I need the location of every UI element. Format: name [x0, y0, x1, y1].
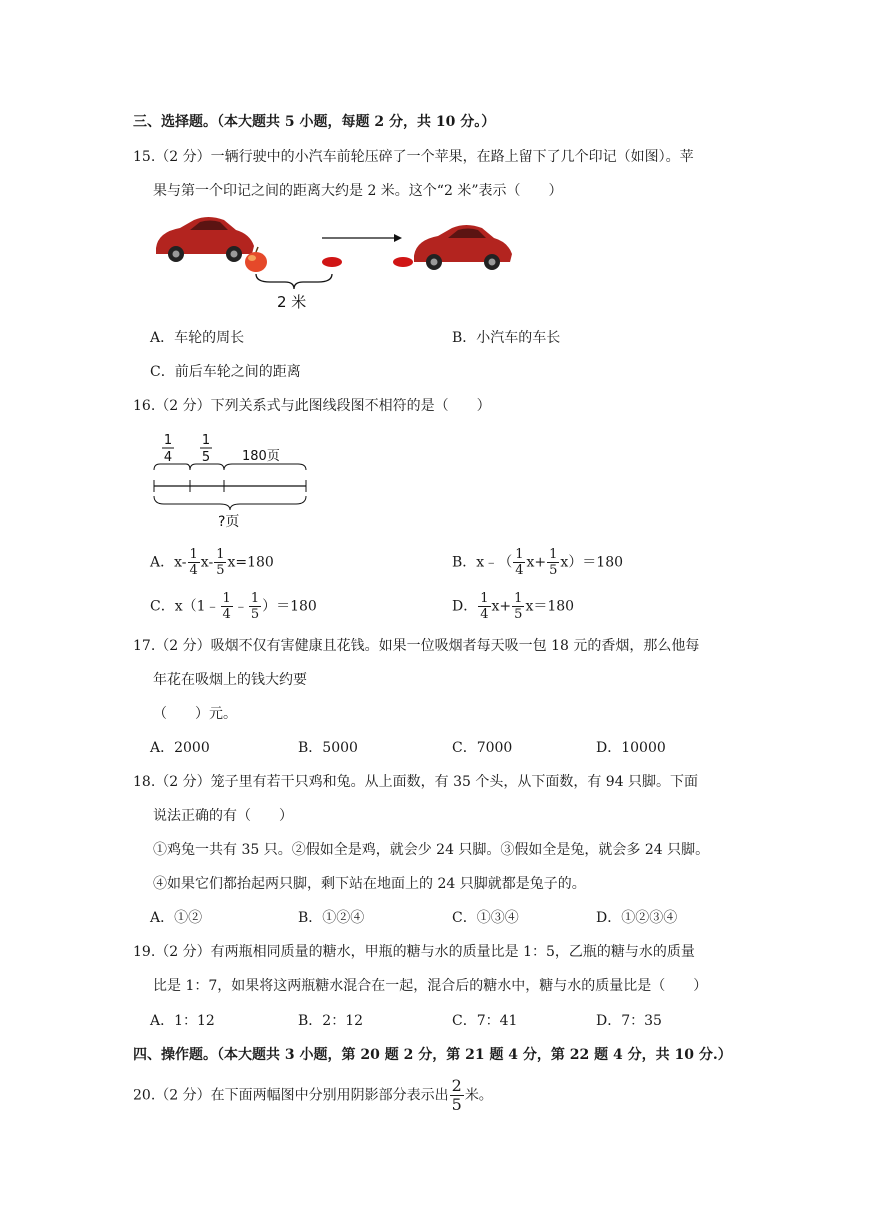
- q15-option-a[interactable]: A．车轮的周长: [150, 330, 245, 346]
- frac-one-quarter: $\frac{1}{4}$: [189, 547, 198, 578]
- section-heading: 四、操作题。（本大题共 3 小题，第 20 题 2 分，第 21 题 4 分，第 22 题 4 分，共 10 分.）: [133, 1047, 732, 1063]
- question-18-line-4: ④如果它们都抬起两只脚，剩下站在地面上的 24 只脚就都是兔子的。: [153, 876, 586, 892]
- frac-one-quarter: $\frac{1}{4}$: [222, 591, 231, 622]
- question-20-line-1: 20.（2 分）在下面两幅图中分别用阴影部分表示出 $\frac{2}{5}$ 米。: [133, 1076, 493, 1114]
- q15-option-b[interactable]: B．小汽车的车长: [452, 330, 561, 346]
- q19-option-a[interactable]: A．1：12: [150, 1013, 215, 1029]
- distance-label: 2 米: [277, 293, 307, 311]
- question-17-line-3: （ ）元。: [153, 706, 237, 722]
- brace-total: [154, 496, 306, 510]
- second-mark-icon: [393, 257, 413, 267]
- diagram-seg3-label: 180页: [242, 449, 280, 464]
- q16-option-d-prefix: D．: [452, 598, 478, 615]
- question-17-line-1: 17.（2 分）吸烟不仅有害健康且花钱。如果一位吸烟者每天吸一包 18 元的香烟，那么他每: [133, 638, 700, 654]
- q18-option-c[interactable]: C．①③④: [452, 910, 519, 926]
- q17-option-c[interactable]: C．7000: [452, 740, 513, 756]
- frac-one-quarter: $\frac{1}{4}$: [515, 547, 524, 578]
- q19-option-b[interactable]: B．2：12: [298, 1013, 364, 1029]
- diagram-frac1-den: 4: [163, 450, 173, 465]
- diagram-frac2-num: 1: [201, 433, 211, 448]
- question-17-line-2: 年花在吸烟上的钱大约要: [153, 672, 307, 688]
- question-19-line-2: 比是 1：7，如果将这两瓶糖水混合在一起，混合后的糖水中，糖与水的质量比是（ ）: [153, 978, 708, 994]
- q16-option-c-prefix: C．: [150, 598, 175, 615]
- q19-option-c[interactable]: C．7：41: [452, 1013, 518, 1029]
- question-18-line-1: 18.（2 分）笼子里有若干只鸡和兔。从上面数，有 35 个头，从下面数，有 94 只脚。下面: [133, 774, 699, 790]
- q16-option-d[interactable]: D． $\frac{1}{4}$ x+ $\frac{1}{5}$ x＝180: [452, 591, 575, 622]
- q19-option-d[interactable]: D．7：35: [596, 1013, 662, 1029]
- question-15-line-1: 15.（2 分）一辆行驶中的小汽车前轮压碎了一个苹果，在路上留下了几个印记（如图）。苹: [133, 149, 694, 165]
- first-mark-icon: [322, 257, 342, 267]
- q16-option-b[interactable]: B．x﹣（ $\frac{1}{4}$ x+ $\frac{1}{5}$ x）＝180: [452, 547, 624, 578]
- question-16-line-1: 16.（2 分）下列关系式与此图线段图不相符的是（ ）: [133, 398, 491, 414]
- q16-option-a-prefix: A．: [150, 554, 175, 571]
- q18-option-a[interactable]: A．①②: [150, 910, 203, 926]
- diagram-total-label: ?页: [218, 514, 240, 530]
- q17-option-b[interactable]: B．5000: [298, 740, 358, 756]
- brace-seg3: [224, 464, 306, 470]
- q18-option-b[interactable]: B．①②④: [298, 910, 365, 926]
- q16-option-b-prefix: B．: [452, 554, 477, 571]
- question-19-line-1: 19.（2 分）有两瓶相同质量的糖水，甲瓶的糖与水的质量比是 1：5，乙瓶的糖与水的质量: [133, 944, 695, 960]
- q18-option-d[interactable]: D．①②③④: [596, 910, 678, 926]
- line-segment-diagram: [148, 428, 318, 532]
- diagram-frac1-num: 1: [163, 433, 173, 448]
- frac-one-fifth: $\frac{1}{5}$: [216, 547, 225, 578]
- car-apple-figure: [150, 212, 520, 312]
- question-18-line-3: ①鸡兔一共有 35 只。②假如全是鸡，就会少 24 只脚。③假如全是兔，就会多 24 只脚。: [153, 842, 710, 858]
- q15-option-c[interactable]: C．前后车轮之间的距离: [150, 364, 301, 380]
- section-heading: 三、选择题。（本大题共 5 小题，每题 2 分，共 10 分。）: [133, 114, 496, 130]
- direction-arrow-icon: [322, 234, 402, 242]
- frac-two-fifths: $\frac{2}{5}$: [451, 1076, 462, 1114]
- left-car-icon: [156, 217, 254, 262]
- diagram-frac2-den: 5: [201, 450, 211, 465]
- q16-option-a[interactable]: A．x- $\frac{1}{4}$ x- $\frac{1}{5}$ x=180: [150, 547, 274, 578]
- right-car-icon: [414, 225, 512, 270]
- distance-brace: [256, 274, 332, 289]
- frac-one-fifth: $\frac{1}{5}$: [514, 591, 523, 622]
- frac-one-fifth: $\frac{1}{5}$: [549, 547, 558, 578]
- frac-one-quarter: $\frac{1}{4}$: [480, 591, 489, 622]
- question-15-line-2: 果与第一个印记之间的距离大约是 2 米。这个“2 米”表示（ ）: [153, 183, 563, 199]
- question-18-line-2: 说法正确的有（ ）: [153, 808, 293, 824]
- q16-option-c[interactable]: C．x（1﹣ $\frac{1}{4}$ ﹣ $\frac{1}{5}$ ）＝180: [150, 591, 317, 622]
- q17-option-a[interactable]: A．2000: [150, 740, 210, 756]
- q17-option-d[interactable]: D．10000: [596, 740, 666, 756]
- frac-one-fifth: $\frac{1}{5}$: [250, 591, 260, 622]
